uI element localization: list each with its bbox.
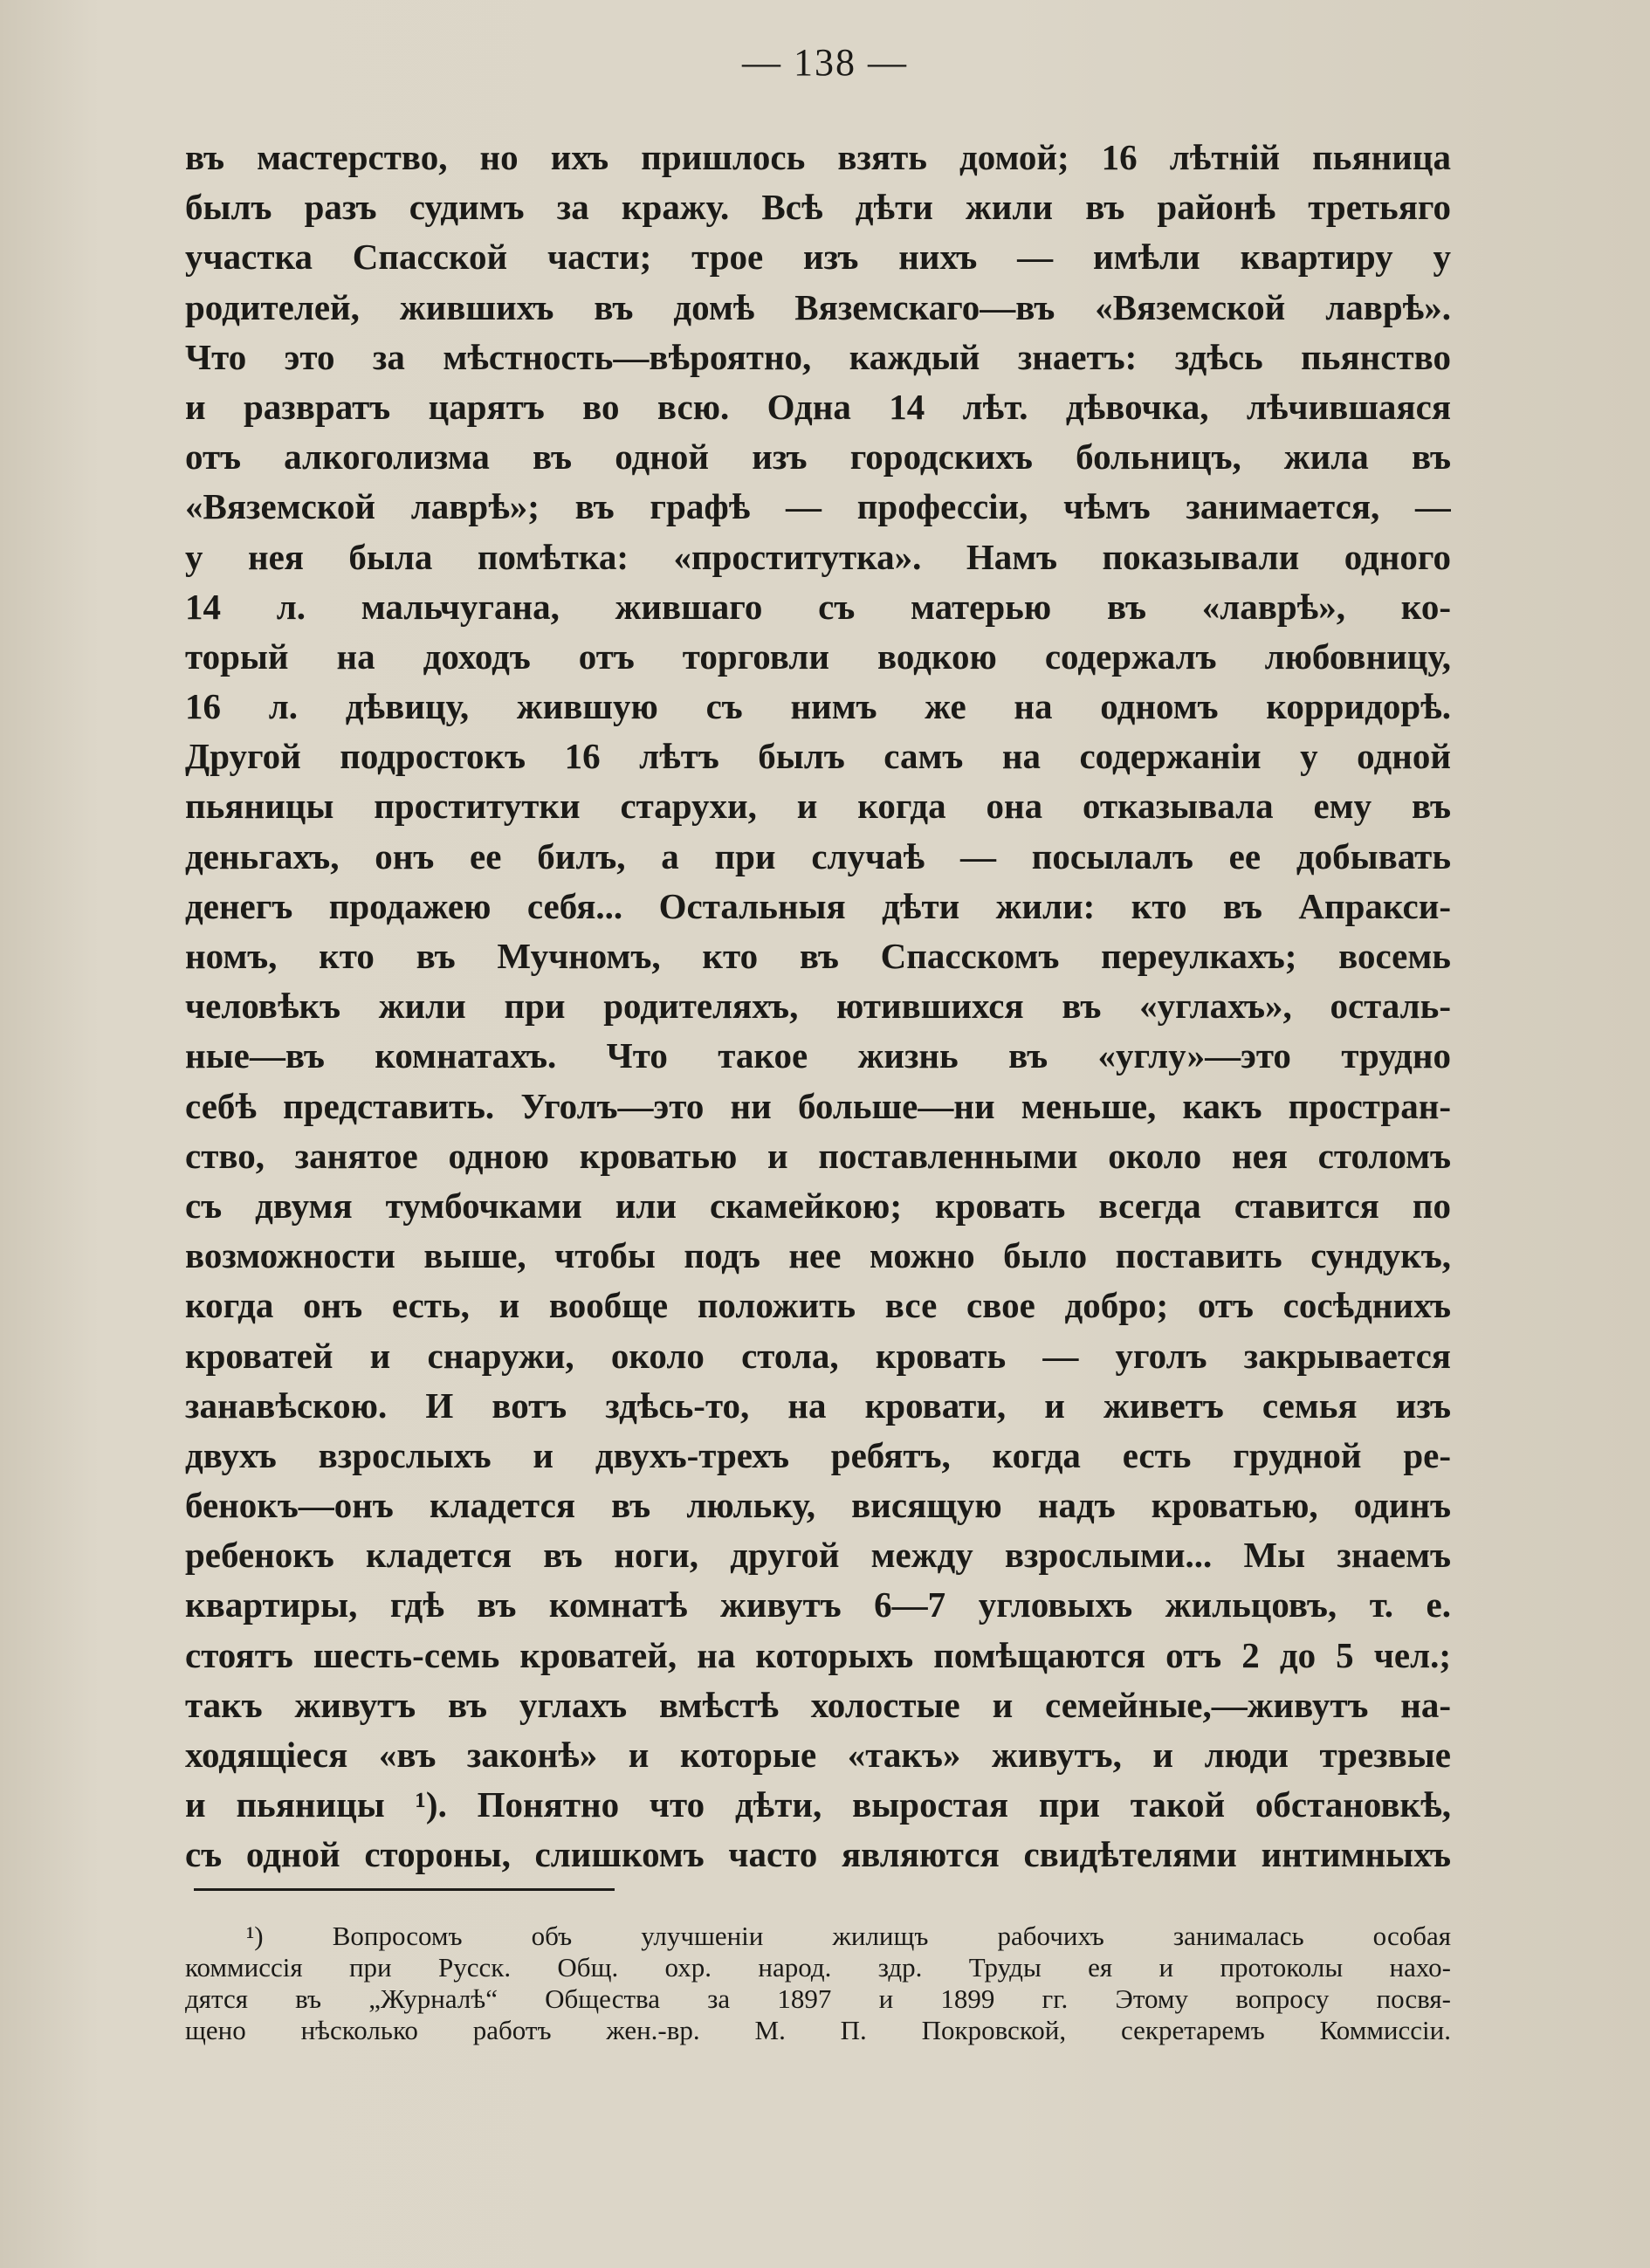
- text-line: двухъ взрослыхъ и двухъ-трехъ ребятъ, когда есть грудной ре-: [185, 1434, 1451, 1475]
- text-line: былъ разъ судимъ за кражу. Всѣ дѣти жили въ районѣ третьяго: [185, 187, 1451, 228]
- text-line: ребенокъ кладется въ ноги, другой между взрослыми... Мы знаемъ: [185, 1535, 1451, 1576]
- text-line: себѣ представить. Уголъ—это ни больше—ни меньше, какъ простран-: [185, 1085, 1451, 1126]
- body-text: [185, 133, 1451, 1880]
- text-line: и пьяницы ¹). Понятно что дѣти, выростая при такой обстановкѣ,: [185, 1784, 1451, 1825]
- text-line: деньгахъ, онъ ее билъ, а при случаѣ — посылалъ ее добывать: [185, 835, 1451, 876]
- text-line: Что это за мѣстность—вѣроятно, каждый знаетъ: здѣсь пьянство: [185, 336, 1451, 377]
- text-line: торый на доходъ отъ торговли водкою содержалъ любовницу,: [185, 636, 1451, 677]
- text-line: 16 л. дѣвицу, жившую съ нимъ же на одномъ корридорѣ.: [185, 686, 1451, 727]
- text-line: номъ, кто въ Мучномъ, кто въ Спасскомъ переулкахъ; восемь: [185, 936, 1451, 976]
- text-line: Другой подростокъ 16 лѣтъ былъ самъ на содержаніи у одной: [185, 736, 1451, 777]
- text-line: съ двумя тумбочками или скамейкою; кровать всегда ставится по: [185, 1185, 1451, 1226]
- text-line: бенокъ—онъ кладется въ люльку, висящую надъ кроватью, одинъ: [185, 1485, 1451, 1526]
- text-line: и развратъ царятъ во всю. Одна 14 лѣт. дѣвочка, лѣчившаяся: [185, 386, 1451, 427]
- text-line: участка Спасской части; трое изъ нихъ — имѣли квартиру у: [185, 237, 1451, 278]
- text-line: пьяницы проститутки старухи, и когда она отказывала ему въ: [185, 786, 1451, 827]
- text-line: такъ живутъ въ углахъ вмѣстѣ холостые и семейные,—живутъ на-: [185, 1684, 1451, 1725]
- text-line: съ одной стороны, слишкомъ часто являются свидѣтелями интимныхъ: [185, 1834, 1451, 1875]
- text-line: занавѣскою. И вотъ здѣсь-то, на кровати, и живетъ семья изъ: [185, 1385, 1451, 1426]
- text-line: ство, занятое одною кроватью и поставленными около нея столомъ: [185, 1135, 1451, 1176]
- text-line: квартиры, гдѣ въ комнатѣ живутъ 6—7 угловыхъ жильцовъ, т. е.: [185, 1584, 1451, 1625]
- text-line: когда онъ есть, и вообще положить все свое добро; отъ сосѣднихъ: [185, 1285, 1451, 1326]
- footnote-divider: [194, 1888, 615, 1891]
- footnote-line: коммиссія при Русск. Общ. охр. народ. здр. Труды ея и протоколы нахо-: [185, 1952, 1451, 1983]
- text-line: ные—въ комнатахъ. Что такое жизнь въ «углу»—это трудно: [185, 1035, 1451, 1076]
- text-line: человѣкъ жили при родителяхъ, ютившихся въ «углахъ», осталь-: [185, 986, 1451, 1027]
- text-line: родителей, жившихъ въ домѣ Вяземскаго—въ «Вяземской лаврѣ».: [185, 286, 1451, 327]
- text-line: въ мастерство, но ихъ пришлось взять домой; 16 лѣтній пьяница: [185, 137, 1451, 177]
- text-line: 14 л. мальчугана, жившаго съ матерью въ «лаврѣ», ко-: [185, 586, 1451, 627]
- page-number: — 138 —: [742, 41, 908, 84]
- footnote-line: ¹) Вопросомъ объ улучшеніи жилищъ рабочихъ занималась особая: [246, 1921, 1451, 1951]
- text-line: стоятъ шесть-семь кроватей, на которыхъ помѣщаются отъ 2 до 5 чел.;: [185, 1634, 1451, 1675]
- footnote-line: дятся въ „Журналѣ“ Общества за 1897 и 1899 гг. Этому вопросу посвя-: [185, 1983, 1451, 2014]
- text-line: отъ алкоголизма въ одной изъ городскихъ больницъ, жила въ: [185, 436, 1451, 478]
- text-line: денегъ продажею себя... Остальныя дѣти жили: кто въ Апракси-: [185, 885, 1451, 926]
- text-line: у нея была помѣтка: «проститутка». Намъ показывали одного: [185, 536, 1451, 577]
- footnote-line: щено нѣсколько работъ жен.-вр. М. П. Покровской, секретаремъ Коммиссіи.: [185, 2015, 1451, 2045]
- text-line: кроватей и снаружи, около стола, кровать — уголъ закрывается: [185, 1335, 1451, 1376]
- footnote: [185, 1921, 1451, 2046]
- text-line: «Вяземской лаврѣ»; въ графѣ — профессіи, чѣмъ занимается, —: [185, 486, 1451, 527]
- text-line: возможности выше, чтобы подъ нее можно было поставить сундукъ,: [185, 1235, 1451, 1276]
- text-line: ходящіеся «въ законѣ» и которые «такъ» живутъ, и люди трезвые: [185, 1735, 1451, 1775]
